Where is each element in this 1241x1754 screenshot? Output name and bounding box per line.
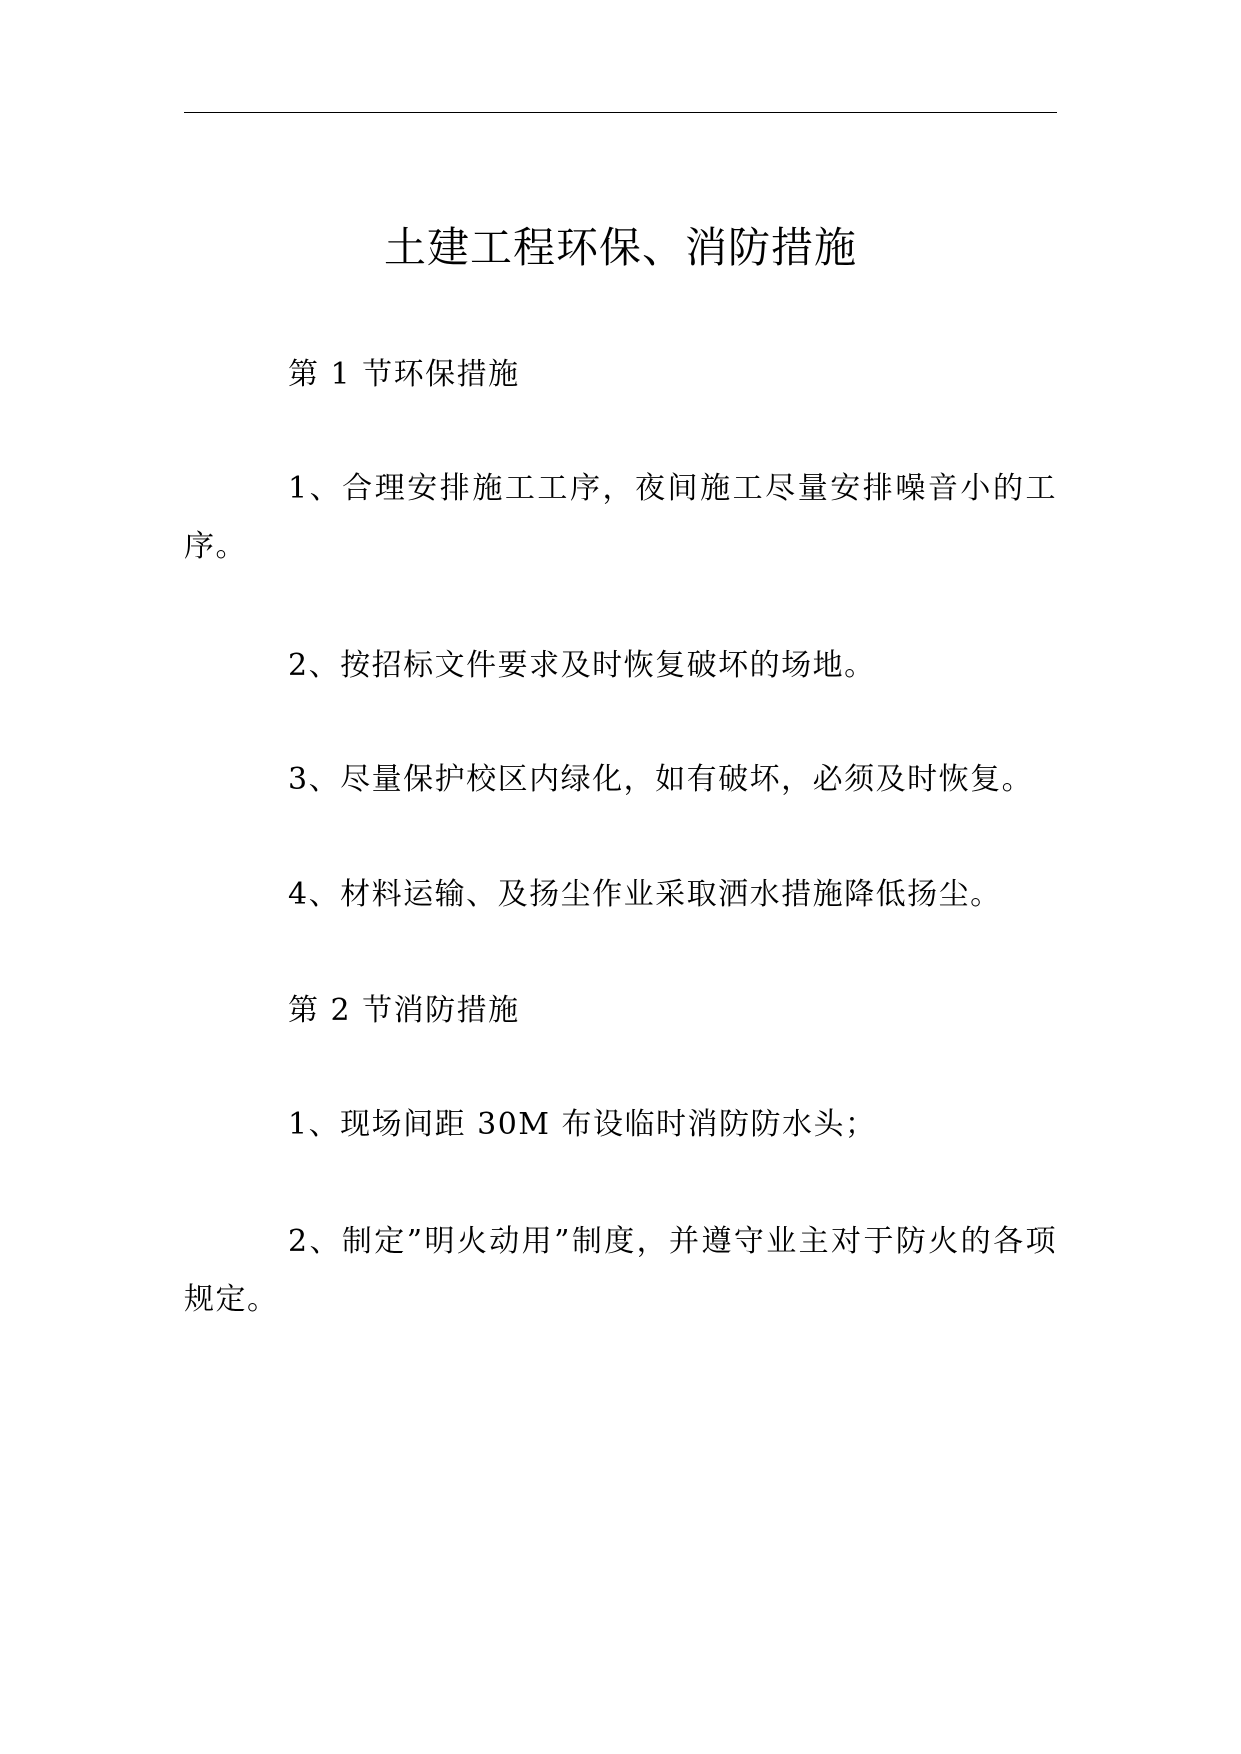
header-rule — [184, 112, 1057, 113]
environmental-item-1: 1、合理安排施工工序，夜间施工尽量安排噪音小的工序。 — [184, 471, 1057, 564]
fire-item-1: 1、现场间距 30M 布设临时消防防水头； — [288, 1107, 877, 1142]
document-title: 土建工程环保、消防措施 — [383, 223, 857, 272]
environmental-item-3: 3、尽量保护校区内绿化，如有破坏，必须及时恢复。 — [288, 762, 1034, 797]
environmental-item-2: 2、按招标文件要求及时恢复破坏的场地。 — [288, 648, 876, 683]
section-heading-environmental: 第 1 节环保措施 — [288, 357, 520, 392]
section-heading-fire-protection: 第 2 节消防措施 — [288, 993, 520, 1028]
environmental-item-4: 4、材料运输、及扬尘作业采取洒水措施降低扬尘。 — [288, 877, 1002, 912]
fire-item-2: 2、制定”明火动用”制度，并遵守业主对于防火的各项规定。 — [184, 1224, 1057, 1317]
